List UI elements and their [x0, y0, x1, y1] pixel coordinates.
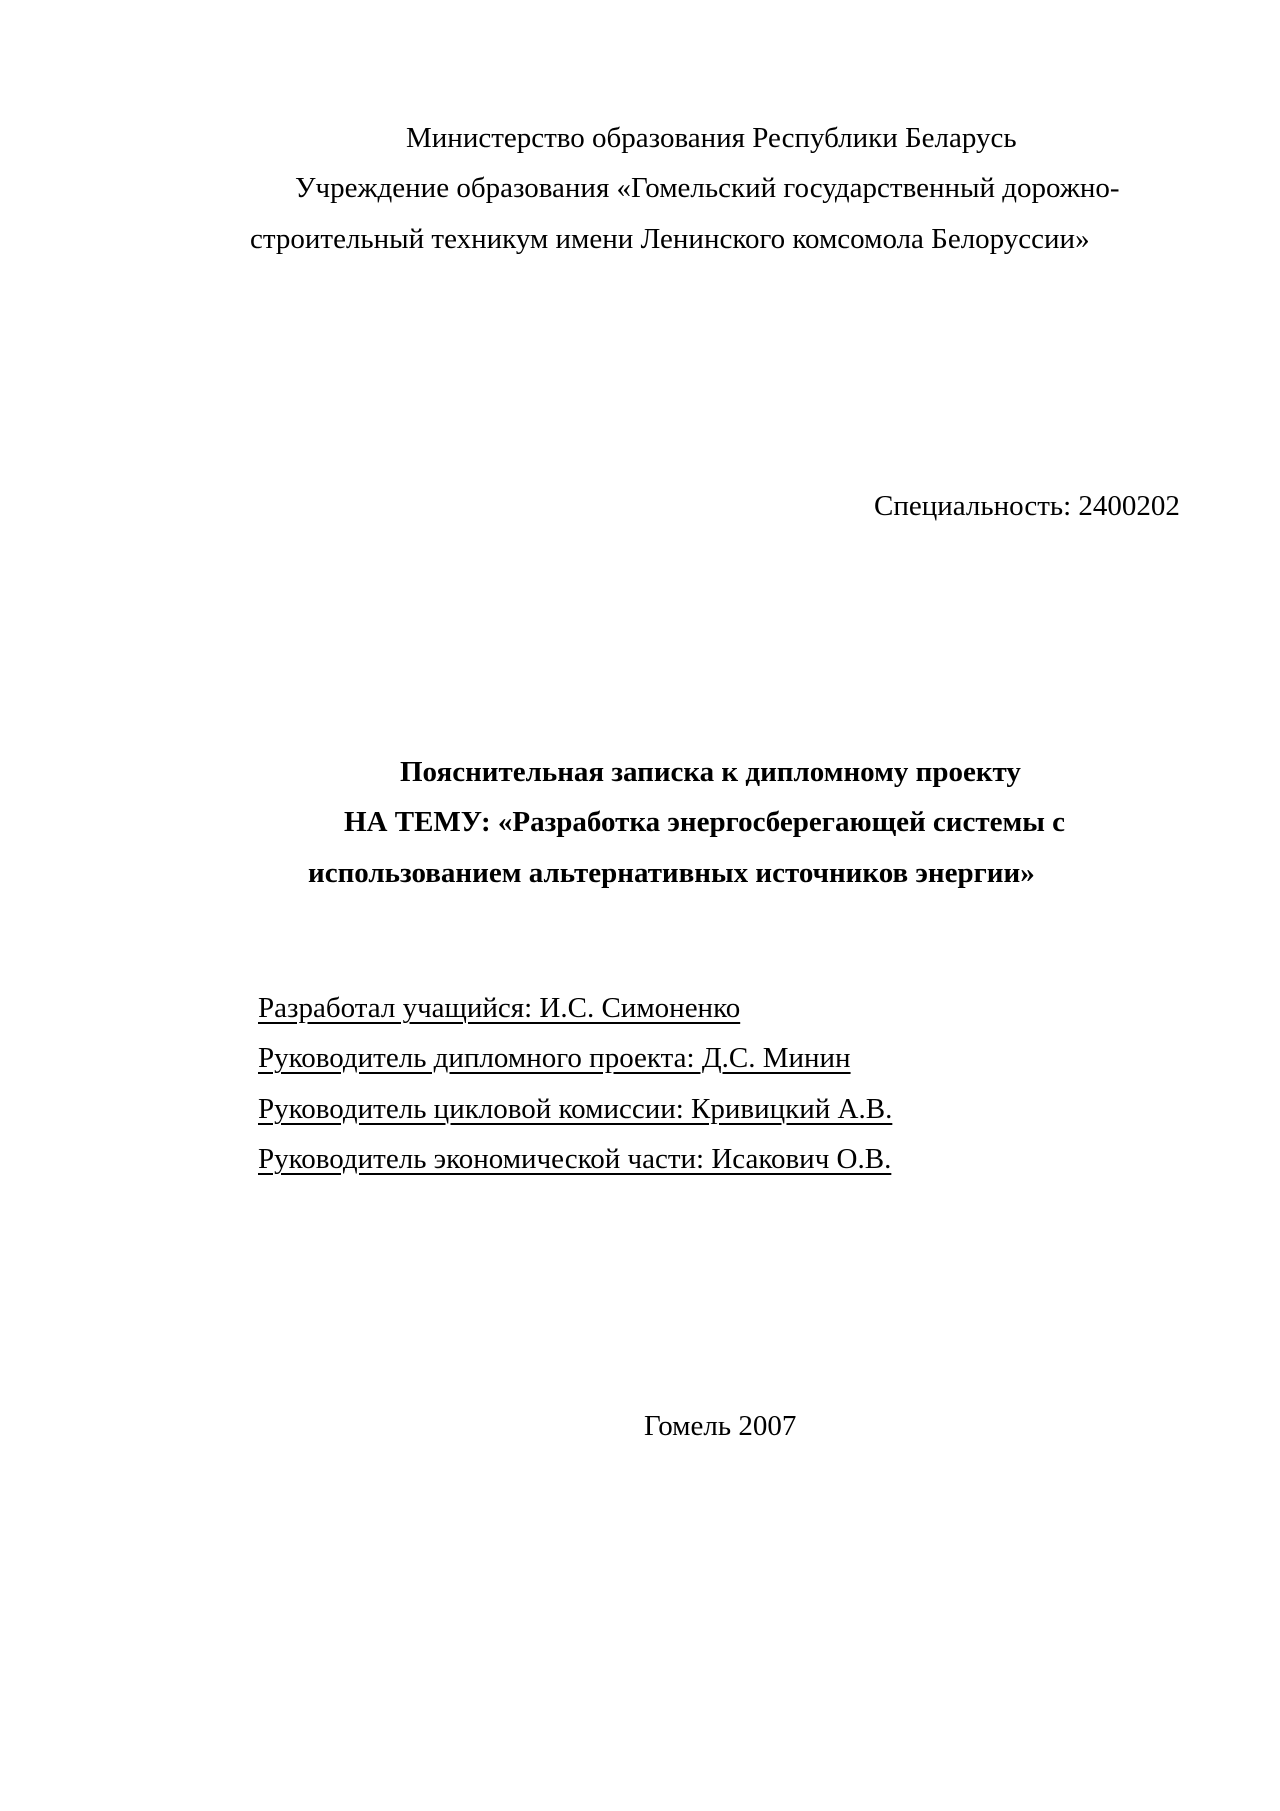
- title-line-2: НА ТЕМУ: «Разработка энергосберегающей системы с: [344, 806, 1066, 838]
- title-line-3: использованием альтернативных источников энергии»: [308, 857, 1035, 889]
- institution-line-2: строительный техникум имени Ленинского комсомола Белоруссии»: [250, 223, 1090, 255]
- specialty-line: Специальность: 2400202: [874, 490, 1180, 522]
- city-year: Гомель 2007: [644, 1410, 797, 1442]
- ministry-line: Министерство образования Республики Беларусь: [406, 122, 1017, 154]
- credit-project-supervisor: Руководитель дипломного проекта: Д.С. Минин: [258, 1042, 851, 1074]
- credit-developer: Разработал учащийся: И.С. Симоненко: [258, 992, 741, 1024]
- credit-commission-head: Руководитель цикловой комиссии: Кривицкий А.В.: [258, 1093, 893, 1125]
- credit-economics-supervisor: Руководитель экономической части: Исакович О.В.: [258, 1143, 892, 1175]
- title-line-1: Пояснительная записка к дипломному проекту: [400, 756, 1021, 788]
- institution-line-1: Учреждение образования «Гомельский государственный дорожно-: [295, 172, 1120, 204]
